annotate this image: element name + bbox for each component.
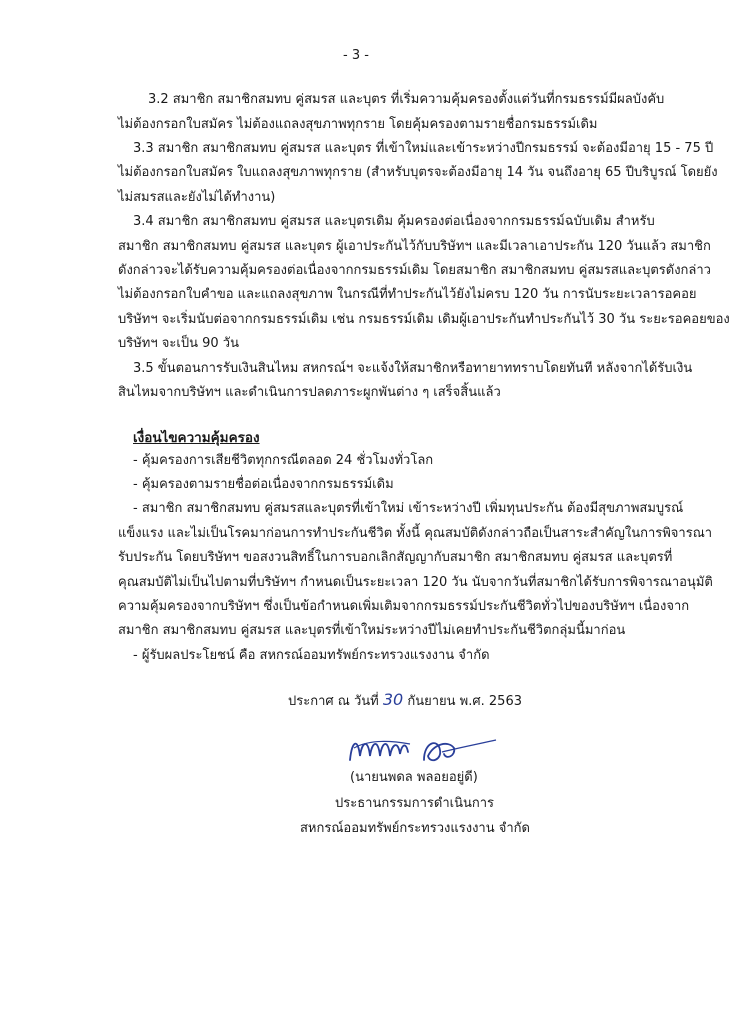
condition-line: สมาชิก สมาชิกสมทบ คู่สมรส และบุตรที่เข้าใหม่ระหว่างปีไม่เคยทำประกันชีวิตกลุ่มนี้มาก่อน [118, 623, 626, 638]
condition-line: - ผู้รับผลประโยชน์ คือ สหกรณ์ออมทรัพย์กระทรวงแรงงาน จำกัด [133, 648, 490, 663]
page-number: - 3 - [343, 48, 369, 63]
body-line: ดังกล่าวจะได้รับความคุ้มครองต่อเนื่องจากกรมธรรม์เดิม โดยสมาชิก สมาชิกสมทบ คู่สมรสและบุตรดังกล่าว [118, 263, 711, 278]
body-line: ไม่สมรสและยังไม่ได้ทำงาน) [118, 190, 276, 205]
condition-line: ความคุ้มครองจากบริษัทฯ ซึ่งเป็นข้อกำหนดเพิ่มเติมจากกรมธรรม์ประกันชีวิตทั่วไปของบริษัทฯ เนื่องจาก [118, 599, 690, 614]
announce-prefix: ประกาศ ณ วันที่ [288, 694, 379, 709]
condition-line: - สมาชิก สมาชิกสมทบ คู่สมรสและบุตรที่เข้าใหม่ เข้าระหว่างปี เพิ่มทุนประกัน ต้องมีสุขภาพสมบูรณ์ [133, 501, 684, 516]
announce-day: 30 [382, 690, 404, 709]
signature-image [338, 730, 498, 770]
announcement-date [288, 690, 522, 711]
signer-name: (นายนพดล พลอยอยู่ดี) [350, 770, 478, 785]
body-line: ไม่ต้องกรอกใบสมัคร ไม่ต้องแถลงสุขภาพทุกราย โดยคุ้มครองตามรายชื่อกรมธรรม์เดิม [118, 117, 598, 132]
signer-title: ประธานกรรมการดำเนินการ [335, 796, 495, 811]
body-line: สินไหมจากบริษัทฯ และดำเนินการปลดภาระผูกพันต่าง ๆ เสร็จสิ้นแล้ว [118, 385, 501, 400]
announce-suffix: กันยายน พ.ศ. 2563 [407, 694, 522, 709]
condition-line: รับประกัน โดยบริษัทฯ ขอสงวนสิทธิ์ในการบอกเลิกสัญญากับสมาชิก สมาชิกสมทบ คู่สมรส และบุตรที่ [118, 550, 673, 565]
body-line: สมาชิก สมาชิกสมทบ คู่สมรส และบุตร ผู้เอาประกันไว้กับบริษัทฯ และมีเวลาเอาประกัน 120 วันแล้ว สมาชิก [118, 239, 711, 254]
condition-line: - คุ้มครองตามรายชื่อต่อเนื่องจากกรมธรรม์เดิม [133, 477, 394, 492]
condition-line: แข็งแรง และไม่เป็นโรคมาก่อนการทำประกันชีวิต ทั้งนี้ คุณสมบัติดังกล่าวถือเป็นสาระสำคัญในการพิจารณา [118, 526, 713, 541]
body-line: 3.5 ขั้นตอนการรับเงินสินไหม สหกรณ์ฯ จะแจ้งให้สมาชิกหรือทายาททราบโดยทันที หลังจากได้รับเงิน [133, 361, 693, 376]
organization-name: สหกรณ์ออมทรัพย์กระทรวงแรงงาน จำกัด [300, 821, 530, 836]
section-heading: เงื่อนไขความคุ้มครอง [133, 430, 260, 446]
body-line: บริษัทฯ จะเริ่มนับต่อจากกรมธรรม์เดิม เช่น กรมธรรม์เดิม เดิมผู้เอาประกันทำประกันไว้ 30 วัน ระยะรอคอยของ [118, 312, 730, 327]
body-line: ไม่ต้องกรอกใบสมัคร ใบแถลงสุขภาพทุกราย (สำหรับบุตรจะต้องมีอายุ 14 วัน จนถึงอายุ 65 ปีบริบูรณ์ โดยยัง [118, 165, 718, 180]
body-line: 3.3 สมาชิก สมาชิกสมทบ คู่สมรส และบุตร ที่เข้าใหม่และเข้าระหว่างปีกรมธรรม์ จะต้องมีอายุ 15 - 75 ปี [133, 141, 714, 156]
body-line: 3.4 สมาชิก สมาชิกสมทบ คู่สมรส และบุตรเดิม คุ้มครองต่อเนื่องจากกรมธรรม์ฉบับเดิม สำหรับ [133, 214, 655, 229]
body-line: ไม่ต้องกรอกใบคำขอ และแถลงสุขภาพ ในกรณีที่ทำประกันไว้ยังไม่ครบ 120 วัน การนับระยะเวลารอคอย [118, 287, 697, 302]
body-line: 3.2 สมาชิก สมาชิกสมทบ คู่สมรส และบุตร ที่เริ่มความคุ้มครองตั้งแต่วันที่กรมธรรม์มีผลบังคับ [148, 92, 665, 107]
condition-line: - คุ้มครองการเสียชีวิตทุกกรณีตลอด 24 ชั่วโมงทั่วโลก [133, 453, 434, 468]
condition-line: คุณสมบัติไม่เป็นไปตามที่บริษัทฯ กำหนดเป็นระยะเวลา 120 วัน นับจากวันที่สมาชิกได้รับการพิจารณาอนุมัติ [118, 575, 713, 590]
body-line: บริษัทฯ จะเป็น 90 วัน [118, 336, 239, 351]
